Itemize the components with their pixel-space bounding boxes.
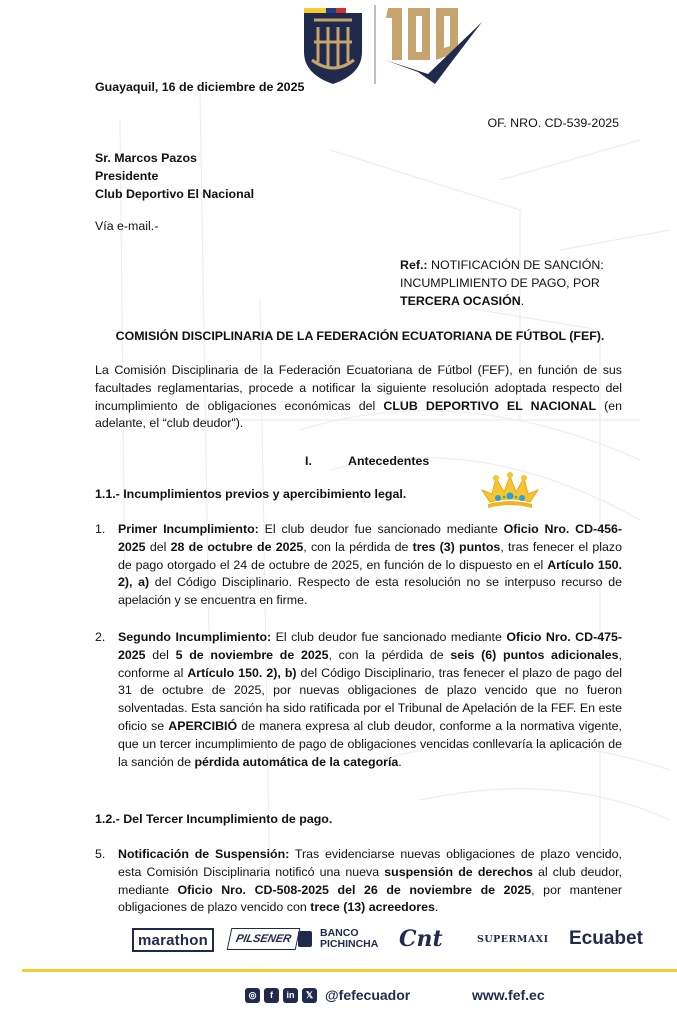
- item-heading: Segundo Incumplimiento:: [118, 630, 272, 644]
- cnt-logo: Cnt: [399, 926, 443, 952]
- list-item-1: [95, 521, 622, 610]
- crown-icon: [478, 470, 542, 510]
- item-text: Tras evidenciarse nuevas obligaciones de plazo vencido, esta Comisión Disciplinaria notificó una nueva: [118, 847, 622, 879]
- fef-crest-icon: [304, 8, 362, 84]
- recipient-role: Presidente: [95, 168, 159, 183]
- item-text: 28 de octubre de 2025: [170, 539, 304, 554]
- item-text: del: [145, 647, 176, 662]
- subsection-heading-1-2: 1.2.- Del Tercer Incumplimiento de pago.: [95, 812, 333, 826]
- office-number: OF. NRO. CD-539-2025: [487, 116, 619, 130]
- club-name: CLUB DEPORTIVO EL NACIONAL: [383, 398, 597, 413]
- subsection-heading-1-1: 1.1.- Incumplimientos previos y apercibimiento legal.: [95, 487, 407, 501]
- centenary-100-icon: [385, 8, 482, 84]
- item-text: del Código Disciplinario, tras fenecer el plazo de pago del 31 de octubre de 2025, por nuevas obligaciones de plazo vencido que no fueron solventadas. Esta sanción ha sido ratificada por el Tribunal de Apelación de la FEF. En este oficio se: [118, 665, 622, 733]
- reference-text: NOTIFICACIÓN DE SANCIÓN: INCUMPLIMIENTO DE PAGO, POR: [400, 258, 604, 290]
- x-icon[interactable]: 𝕏: [302, 988, 317, 1003]
- item-text: pérdida automática de la categoría: [194, 754, 399, 769]
- item-text: seis (6) puntos adicionales: [450, 647, 619, 662]
- facebook-icon[interactable]: f: [264, 988, 279, 1003]
- item-text: del: [145, 539, 171, 554]
- item-text: al club deudor, mediante: [118, 864, 622, 897]
- item-text: .: [434, 900, 439, 915]
- delivery-method: Vía e-mail.-: [95, 219, 159, 233]
- item-text: , por mantener obligaciones de plazo vencido con: [118, 882, 622, 915]
- item-text: El club deudor fue sancionado mediante: [271, 630, 507, 644]
- letter-date: Guayaquil, 16 de diciembre de 2025: [95, 80, 305, 94]
- reference-emphasis: TERCERA OCASIÓN: [400, 293, 521, 308]
- item-text: Artículo 150. 2), a): [118, 557, 622, 590]
- intro-text-end: (en adelante, el “club deudor").: [95, 398, 623, 431]
- list-item-2: [95, 629, 622, 771]
- recipient-name: Sr. Marcos Pazos: [95, 151, 197, 165]
- banco-line1: BANCO: [320, 927, 359, 939]
- website-link[interactable]: www.fef.ec: [472, 987, 545, 1003]
- banco-line2: PICHINCHA: [320, 938, 379, 950]
- list-item-5: [95, 846, 622, 917]
- recipient-organization: Club Deportivo El Nacional: [95, 186, 255, 201]
- item-text: Oficio Nro. CD-475-2025: [118, 630, 622, 662]
- pilsener-logo: PILSENER: [227, 928, 301, 950]
- intro-paragraph: [95, 362, 622, 433]
- item-text: APERCIBIÓ: [168, 718, 238, 733]
- banco-pichincha-icon: [298, 931, 312, 947]
- item-text: , conforme al: [118, 647, 622, 680]
- list-number: 1.: [95, 522, 106, 536]
- item-text: tres (3) puntos: [412, 539, 501, 554]
- item-text: suspensión de derechos: [384, 864, 533, 879]
- item-text: del Código Disciplinario. Respecto de esta resolución no se interpuso recurso de apelación y se encuentra en firme.: [118, 575, 623, 608]
- item-text: Oficio Nro. CD-508-2025 del 26 de noviembre de 2025: [177, 882, 532, 897]
- section-number: I.: [305, 454, 312, 468]
- section-label: Antecedentes: [348, 454, 430, 468]
- list-number: 5.: [95, 847, 106, 861]
- item-text: .: [398, 754, 402, 769]
- item-text: Artículo 150. 2), b): [187, 665, 297, 680]
- ecuabet-logo: Ecuabet: [569, 928, 643, 949]
- supermaxi-logo: SUPERMAXI: [477, 933, 549, 945]
- footer-divider: [22, 969, 677, 972]
- item-text: El club deudor fue sancionado mediante: [258, 522, 504, 536]
- fef-header-logos: [300, 2, 490, 86]
- item-text: de manera expresa al club deudor, conforme a la normativa vigente, que un tercer incumplimiento de pago de obligaciones vencidas conllevaría la aplicación de la sanción de: [118, 718, 622, 769]
- item-text: , tras fenecer el plazo de pago otorgado el 24 de octubre de 2025, en función de lo dispuesto en el: [118, 539, 622, 572]
- item-heading: Primer Incumplimiento:: [118, 522, 259, 536]
- item-text: , con la pérdida de: [328, 647, 451, 662]
- list-number: 2.: [95, 630, 106, 644]
- item-text: 5 de noviembre de 2025: [175, 647, 329, 662]
- social-links: [245, 985, 410, 1005]
- banco-pichincha-logo: [298, 924, 378, 954]
- item-heading: Notificación de Suspensión:: [118, 847, 290, 861]
- item-text: , con la pérdida de: [303, 539, 413, 554]
- instagram-icon[interactable]: ◎: [245, 988, 260, 1003]
- linkedin-icon[interactable]: in: [283, 988, 298, 1003]
- document-title: COMISIÓN DISCIPLINARIA DE LA FEDERACIÓN ECUATORIANA DE FÚTBOL (FEF).: [115, 329, 605, 343]
- sponsor-logos: [132, 924, 652, 954]
- item-text: Oficio Nro. CD-456-2025: [118, 522, 622, 554]
- intro-text: La Comisión Disciplinaria de la Federación Ecuatoriana de Fútbol (FEF), en función de sus facultades reglamentarias, procede a notificar la siguiente resolución adoptada respecto del incumplimiento de obligaciones económicas del: [95, 363, 622, 413]
- social-handle[interactable]: @fefecuador: [325, 987, 411, 1003]
- reference-label: Ref.:: [400, 258, 428, 272]
- reference-end: .: [520, 293, 525, 308]
- item-text: trece (13) acreedores: [310, 900, 435, 915]
- reference-block: [400, 257, 620, 310]
- marathon-logo: marathon: [132, 928, 214, 952]
- recipient-block: [95, 150, 254, 203]
